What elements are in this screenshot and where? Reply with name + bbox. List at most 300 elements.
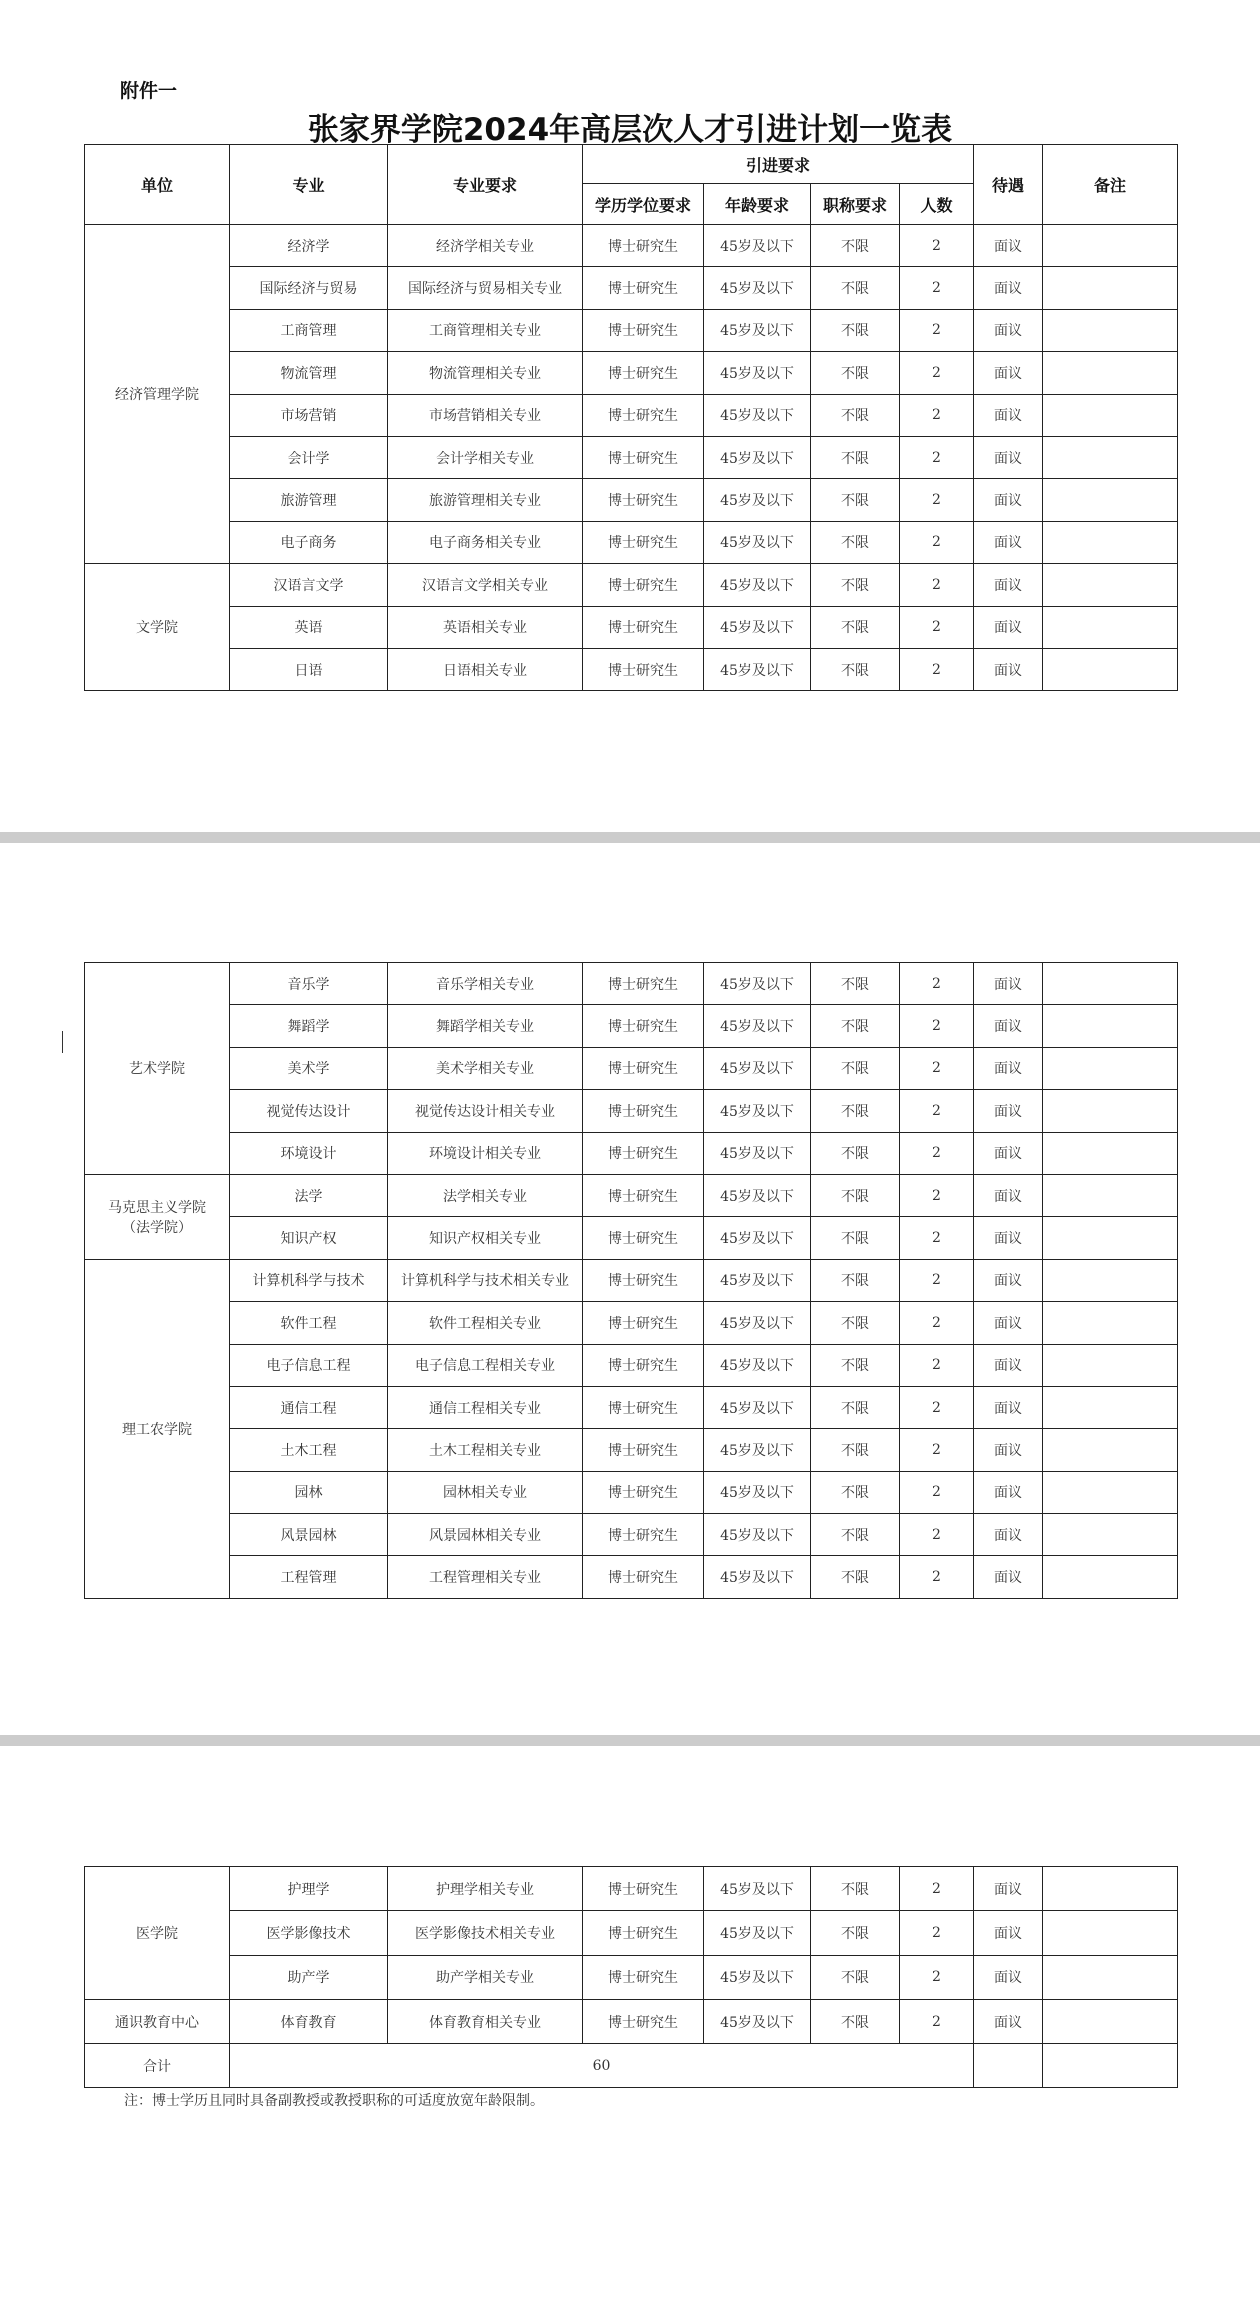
table-row	[85, 394, 1178, 436]
total-row	[85, 2044, 1178, 2088]
cell-major-req: 园林相关专业	[388, 1471, 583, 1513]
cell-major: 旅游管理	[230, 479, 388, 521]
cell-title-req: 不限	[811, 1005, 900, 1047]
cell-remarks	[1043, 1132, 1178, 1174]
cell-treatment: 面议	[974, 606, 1043, 648]
cell-count: 2	[900, 648, 974, 690]
cell-degree: 博士研究生	[583, 1259, 704, 1301]
cell-count: 2	[900, 1259, 974, 1301]
cell-age: 45岁及以下	[704, 1386, 811, 1428]
header-unit: 单位	[85, 145, 230, 225]
cell-age: 45岁及以下	[704, 648, 811, 690]
cell-degree: 博士研究生	[583, 1174, 704, 1216]
cell-count: 2	[900, 1217, 974, 1259]
cell-major-req: 环境设计相关专业	[388, 1132, 583, 1174]
total-value: 60	[230, 2044, 974, 2088]
cell-major-req: 知识产权相关专业	[388, 1217, 583, 1259]
cell-age: 45岁及以下	[704, 1090, 811, 1132]
cell-title-req: 不限	[811, 436, 900, 478]
cell-remarks	[1043, 1556, 1178, 1598]
footnote: 注：博士学历且同时具备副教授或教授职称的可适度放宽年龄限制。	[124, 2093, 544, 2109]
cell-unit: 通识教育中心	[85, 1999, 230, 2043]
cell-major: 护理学	[230, 1867, 388, 1911]
cell-major: 计算机科学与技术	[230, 1259, 388, 1301]
cell-age: 45岁及以下	[704, 1217, 811, 1259]
cell-treatment: 面议	[974, 1999, 1043, 2043]
cell-age: 45岁及以下	[704, 1302, 811, 1344]
cell-major-req: 护理学相关专业	[388, 1867, 583, 1911]
cell-remarks	[1043, 1386, 1178, 1428]
cell-treatment: 面议	[974, 1556, 1043, 1598]
cell-age: 45岁及以下	[704, 1955, 811, 1999]
cell-degree: 博士研究生	[583, 963, 704, 1005]
cell-major-req: 医学影像技术相关专业	[388, 1911, 583, 1955]
cell-degree: 博士研究生	[583, 1999, 704, 2043]
cell-degree: 博士研究生	[583, 1344, 704, 1386]
cell-title-req: 不限	[811, 1999, 900, 2043]
cell-major: 医学影像技术	[230, 1911, 388, 1955]
cell-treatment: 面议	[974, 1429, 1043, 1471]
cell-count: 2	[900, 1090, 974, 1132]
cell-remarks	[1043, 1911, 1178, 1955]
cell-degree: 博士研究生	[583, 1911, 704, 1955]
cell-age: 45岁及以下	[704, 1911, 811, 1955]
cell-title-req: 不限	[811, 1344, 900, 1386]
cell-treatment: 面议	[974, 1955, 1043, 1999]
cell-remarks	[1043, 1090, 1178, 1132]
cell-count: 2	[900, 564, 974, 606]
cell-major-req: 软件工程相关专业	[388, 1302, 583, 1344]
cell-title-req: 不限	[811, 521, 900, 563]
table-row	[85, 1005, 1178, 1047]
cell-age: 45岁及以下	[704, 1514, 811, 1556]
cell-degree: 博士研究生	[583, 1005, 704, 1047]
table-row	[85, 1867, 1178, 1911]
cell-remarks	[1043, 1514, 1178, 1556]
cell-major: 国际经济与贸易	[230, 267, 388, 309]
cell-title-req: 不限	[811, 1132, 900, 1174]
cell-count: 2	[900, 1302, 974, 1344]
cell-degree: 博士研究生	[583, 606, 704, 648]
cell-treatment: 面议	[974, 479, 1043, 521]
cell-remarks	[1043, 436, 1178, 478]
header-major-req: 专业要求	[388, 145, 583, 225]
text-cursor	[62, 1031, 63, 1053]
cell-remarks	[1043, 1999, 1178, 2043]
cell-title-req: 不限	[811, 1217, 900, 1259]
table-row	[85, 1514, 1178, 1556]
recruitment-table-page-3	[84, 1866, 1178, 2088]
cell-major-req: 法学相关专业	[388, 1174, 583, 1216]
cell-degree: 博士研究生	[583, 309, 704, 351]
cell-age: 45岁及以下	[704, 564, 811, 606]
cell-treatment: 面议	[974, 352, 1043, 394]
cell-age: 45岁及以下	[704, 1259, 811, 1301]
cell-major: 日语	[230, 648, 388, 690]
cell-count: 2	[900, 1174, 974, 1216]
cell-title-req: 不限	[811, 1867, 900, 1911]
cell-degree: 博士研究生	[583, 1302, 704, 1344]
cell-degree: 博士研究生	[583, 1556, 704, 1598]
cell-age: 45岁及以下	[704, 1471, 811, 1513]
cell-major: 会计学	[230, 436, 388, 478]
cell-treatment: 面议	[974, 963, 1043, 1005]
cell-remarks	[1043, 1302, 1178, 1344]
cell-treatment: 面议	[974, 1344, 1043, 1386]
cell-age: 45岁及以下	[704, 1174, 811, 1216]
cell-major-req: 工程管理相关专业	[388, 1556, 583, 1598]
cell-major-req: 土木工程相关专业	[388, 1429, 583, 1471]
cell-title-req: 不限	[811, 1471, 900, 1513]
cell-major-req: 电子信息工程相关专业	[388, 1344, 583, 1386]
header-major: 专业	[230, 145, 388, 225]
table-row	[85, 1047, 1178, 1089]
table-row	[85, 1090, 1178, 1132]
cell-treatment: 面议	[974, 267, 1043, 309]
cell-title-req: 不限	[811, 352, 900, 394]
table-row	[85, 352, 1178, 394]
cell-remarks	[1043, 479, 1178, 521]
cell-degree: 博士研究生	[583, 225, 704, 267]
cell-age: 45岁及以下	[704, 225, 811, 267]
cell-count: 2	[900, 1386, 974, 1428]
cell-remarks	[1043, 1867, 1178, 1911]
cell-count: 2	[900, 1999, 974, 2043]
cell-age: 45岁及以下	[704, 1999, 811, 2043]
cell-unit: 艺术学院	[85, 963, 230, 1175]
cell-remarks	[1043, 267, 1178, 309]
cell-major-req: 音乐学相关专业	[388, 963, 583, 1005]
cell-treatment: 面议	[974, 1867, 1043, 1911]
cell-remarks	[1043, 1955, 1178, 1999]
page-separator	[0, 832, 1260, 843]
cell-remarks	[1043, 1344, 1178, 1386]
cell-major: 汉语言文学	[230, 564, 388, 606]
cell-count: 2	[900, 1955, 974, 1999]
cell-remarks	[1043, 648, 1178, 690]
cell-major: 通信工程	[230, 1386, 388, 1428]
cell-major-req: 物流管理相关专业	[388, 352, 583, 394]
cell-unit: 理工农学院	[85, 1259, 230, 1598]
cell-title-req: 不限	[811, 1047, 900, 1089]
cell-count: 2	[900, 352, 974, 394]
cell-major-req: 美术学相关专业	[388, 1047, 583, 1089]
cell-count: 2	[900, 963, 974, 1005]
cell-degree: 博士研究生	[583, 479, 704, 521]
cell-major-req: 汉语言文学相关专业	[388, 564, 583, 606]
cell-remarks	[1043, 1429, 1178, 1471]
table-row	[85, 1429, 1178, 1471]
cell-remarks	[1043, 225, 1178, 267]
cell-treatment: 面议	[974, 1386, 1043, 1428]
cell-remarks	[1043, 1047, 1178, 1089]
cell-title-req: 不限	[811, 606, 900, 648]
cell-title-req: 不限	[811, 267, 900, 309]
cell-age: 45岁及以下	[704, 1344, 811, 1386]
cell-count: 2	[900, 1514, 974, 1556]
table-row	[85, 963, 1178, 1005]
cell-age: 45岁及以下	[704, 606, 811, 648]
cell-major-req: 经济学相关专业	[388, 225, 583, 267]
cell-treatment: 面议	[974, 1047, 1043, 1089]
cell-count: 2	[900, 1005, 974, 1047]
cell-title-req: 不限	[811, 1955, 900, 1999]
cell-count: 2	[900, 1867, 974, 1911]
cell-count: 2	[900, 1429, 974, 1471]
cell-remarks	[1043, 1174, 1178, 1216]
cell-major: 电子商务	[230, 521, 388, 563]
table-row	[85, 1556, 1178, 1598]
cell-degree: 博士研究生	[583, 267, 704, 309]
cell-age: 45岁及以下	[704, 1429, 811, 1471]
cell-major: 工商管理	[230, 309, 388, 351]
cell-degree: 博士研究生	[583, 1471, 704, 1513]
cell-treatment: 面议	[974, 648, 1043, 690]
cell-major: 土木工程	[230, 1429, 388, 1471]
cell-title-req: 不限	[811, 1514, 900, 1556]
cell-treatment: 面议	[974, 394, 1043, 436]
cell-major-req: 助产学相关专业	[388, 1955, 583, 1999]
cell-major: 舞蹈学	[230, 1005, 388, 1047]
table-row	[85, 1471, 1178, 1513]
cell-major-req: 旅游管理相关专业	[388, 479, 583, 521]
recruitment-table-page-2	[84, 962, 1178, 1599]
table-row	[85, 1955, 1178, 1999]
cell-count: 2	[900, 1556, 974, 1598]
cell-unit: 经济管理学院	[85, 225, 230, 564]
cell-title-req: 不限	[811, 1429, 900, 1471]
cell-age: 45岁及以下	[704, 1867, 811, 1911]
cell-unit: 马克思主义学院（法学院）	[85, 1174, 230, 1259]
cell-remarks	[1043, 1217, 1178, 1259]
page-separator	[0, 1735, 1260, 1746]
cell-major-req: 计算机科学与技术相关专业	[388, 1259, 583, 1301]
cell-unit: 医学院	[85, 1867, 230, 2000]
cell-unit: 文学院	[85, 564, 230, 691]
table-row	[85, 225, 1178, 267]
table-row	[85, 1344, 1178, 1386]
cell-remarks	[1043, 1005, 1178, 1047]
cell-title-req: 不限	[811, 1174, 900, 1216]
cell-degree: 博士研究生	[583, 1955, 704, 1999]
cell-age: 45岁及以下	[704, 521, 811, 563]
cell-age: 45岁及以下	[704, 309, 811, 351]
cell-age: 45岁及以下	[704, 267, 811, 309]
header-remarks: 备注	[1043, 145, 1178, 225]
cell-major-req: 国际经济与贸易相关专业	[388, 267, 583, 309]
cell-title-req: 不限	[811, 479, 900, 521]
cell-degree: 博士研究生	[583, 394, 704, 436]
table-row	[85, 1999, 1178, 2043]
table-row	[85, 436, 1178, 478]
cell-treatment: 面议	[974, 564, 1043, 606]
cell-major: 体育教育	[230, 1999, 388, 2043]
cell-major: 经济学	[230, 225, 388, 267]
header-degree: 学历学位要求	[583, 184, 704, 225]
cell-major: 音乐学	[230, 963, 388, 1005]
cell-remarks	[1043, 394, 1178, 436]
cell-degree: 博士研究生	[583, 1217, 704, 1259]
cell-age: 45岁及以下	[704, 352, 811, 394]
cell-age: 45岁及以下	[704, 394, 811, 436]
cell-remarks	[1043, 1471, 1178, 1513]
cell-count: 2	[900, 479, 974, 521]
cell-age: 45岁及以下	[704, 1556, 811, 1598]
table-row	[85, 521, 1178, 563]
table-row	[85, 309, 1178, 351]
cell-age: 45岁及以下	[704, 1005, 811, 1047]
cell-major-req: 日语相关专业	[388, 648, 583, 690]
cell-title-req: 不限	[811, 394, 900, 436]
cell-treatment: 面议	[974, 1132, 1043, 1174]
cell-treatment: 面议	[974, 225, 1043, 267]
cell-title-req: 不限	[811, 1556, 900, 1598]
cell-major: 英语	[230, 606, 388, 648]
recruitment-table-page-1	[84, 144, 1178, 691]
cell-remarks	[1043, 352, 1178, 394]
cell-major: 物流管理	[230, 352, 388, 394]
cell-age: 45岁及以下	[704, 436, 811, 478]
cell-remarks	[1043, 564, 1178, 606]
cell-remarks	[1043, 521, 1178, 563]
cell-remarks	[1043, 606, 1178, 648]
cell-title-req: 不限	[811, 1386, 900, 1428]
cell-treatment: 面议	[974, 1514, 1043, 1556]
cell-treatment: 面议	[974, 1471, 1043, 1513]
cell-count: 2	[900, 225, 974, 267]
header-count: 人数	[900, 184, 974, 225]
table-row	[85, 1302, 1178, 1344]
cell-degree: 博士研究生	[583, 521, 704, 563]
total-remarks	[1043, 2044, 1178, 2088]
total-treatment	[974, 2044, 1043, 2088]
cell-degree: 博士研究生	[583, 436, 704, 478]
header-treatment: 待遇	[974, 145, 1043, 225]
cell-major-req: 工商管理相关专业	[388, 309, 583, 351]
cell-title-req: 不限	[811, 309, 900, 351]
cell-major-req: 市场营销相关专业	[388, 394, 583, 436]
cell-treatment: 面议	[974, 1302, 1043, 1344]
table-row	[85, 1259, 1178, 1301]
cell-remarks	[1043, 1259, 1178, 1301]
cell-degree: 博士研究生	[583, 1514, 704, 1556]
cell-treatment: 面议	[974, 1174, 1043, 1216]
cell-count: 2	[900, 1471, 974, 1513]
cell-treatment: 面议	[974, 1005, 1043, 1047]
cell-degree: 博士研究生	[583, 1047, 704, 1089]
cell-major: 视觉传达设计	[230, 1090, 388, 1132]
cell-treatment: 面议	[974, 1217, 1043, 1259]
cell-treatment: 面议	[974, 436, 1043, 478]
cell-degree: 博士研究生	[583, 1429, 704, 1471]
cell-age: 45岁及以下	[704, 1047, 811, 1089]
cell-age: 45岁及以下	[704, 1132, 811, 1174]
cell-age: 45岁及以下	[704, 963, 811, 1005]
table-row	[85, 479, 1178, 521]
cell-title-req: 不限	[811, 1302, 900, 1344]
table-row	[85, 1386, 1178, 1428]
table-row	[85, 1911, 1178, 1955]
table-row	[85, 1132, 1178, 1174]
cell-major: 风景园林	[230, 1514, 388, 1556]
cell-title-req: 不限	[811, 963, 900, 1005]
cell-major-req: 电子商务相关专业	[388, 521, 583, 563]
cell-degree: 博士研究生	[583, 564, 704, 606]
table-row	[85, 606, 1178, 648]
table-row	[85, 1174, 1178, 1216]
cell-treatment: 面议	[974, 1911, 1043, 1955]
cell-treatment: 面议	[974, 521, 1043, 563]
cell-remarks	[1043, 309, 1178, 351]
cell-count: 2	[900, 309, 974, 351]
total-label: 合计	[85, 2044, 230, 2088]
cell-major-req: 舞蹈学相关专业	[388, 1005, 583, 1047]
cell-count: 2	[900, 436, 974, 478]
cell-degree: 博士研究生	[583, 352, 704, 394]
cell-major: 市场营销	[230, 394, 388, 436]
cell-degree: 博士研究生	[583, 1132, 704, 1174]
table-row	[85, 1217, 1178, 1259]
cell-major: 软件工程	[230, 1302, 388, 1344]
cell-major: 电子信息工程	[230, 1344, 388, 1386]
cell-degree: 博士研究生	[583, 1867, 704, 1911]
cell-treatment: 面议	[974, 1090, 1043, 1132]
cell-major: 助产学	[230, 1955, 388, 1999]
table-row	[85, 267, 1178, 309]
cell-major-req: 风景园林相关专业	[388, 1514, 583, 1556]
cell-count: 2	[900, 267, 974, 309]
header-title-req: 职称要求	[811, 184, 900, 225]
cell-degree: 博士研究生	[583, 1090, 704, 1132]
cell-degree: 博士研究生	[583, 1386, 704, 1428]
cell-count: 2	[900, 1344, 974, 1386]
cell-treatment: 面议	[974, 309, 1043, 351]
attachment-label: 附件一	[120, 80, 178, 102]
cell-treatment: 面议	[974, 1259, 1043, 1301]
cell-count: 2	[900, 521, 974, 563]
cell-count: 2	[900, 1047, 974, 1089]
cell-major-req: 英语相关专业	[388, 606, 583, 648]
cell-major-req: 体育教育相关专业	[388, 1999, 583, 2043]
cell-major-req: 会计学相关专业	[388, 436, 583, 478]
cell-count: 2	[900, 394, 974, 436]
table-row	[85, 648, 1178, 690]
cell-count: 2	[900, 606, 974, 648]
cell-count: 2	[900, 1911, 974, 1955]
cell-major: 园林	[230, 1471, 388, 1513]
cell-title-req: 不限	[811, 1090, 900, 1132]
cell-title-req: 不限	[811, 564, 900, 606]
cell-major: 环境设计	[230, 1132, 388, 1174]
cell-title-req: 不限	[811, 1911, 900, 1955]
header-age: 年龄要求	[704, 184, 811, 225]
cell-major-req: 视觉传达设计相关专业	[388, 1090, 583, 1132]
cell-count: 2	[900, 1132, 974, 1174]
cell-title-req: 不限	[811, 225, 900, 267]
cell-age: 45岁及以下	[704, 479, 811, 521]
cell-major: 工程管理	[230, 1556, 388, 1598]
cell-degree: 博士研究生	[583, 648, 704, 690]
cell-remarks	[1043, 963, 1178, 1005]
cell-title-req: 不限	[811, 648, 900, 690]
cell-major: 美术学	[230, 1047, 388, 1089]
document-title: 张家界学院2024年高层次人才引进计划一览表	[307, 112, 953, 148]
cell-title-req: 不限	[811, 1259, 900, 1301]
table-row	[85, 564, 1178, 606]
cell-major: 知识产权	[230, 1217, 388, 1259]
cell-major: 法学	[230, 1174, 388, 1216]
header-intro-req: 引进要求	[583, 145, 974, 184]
